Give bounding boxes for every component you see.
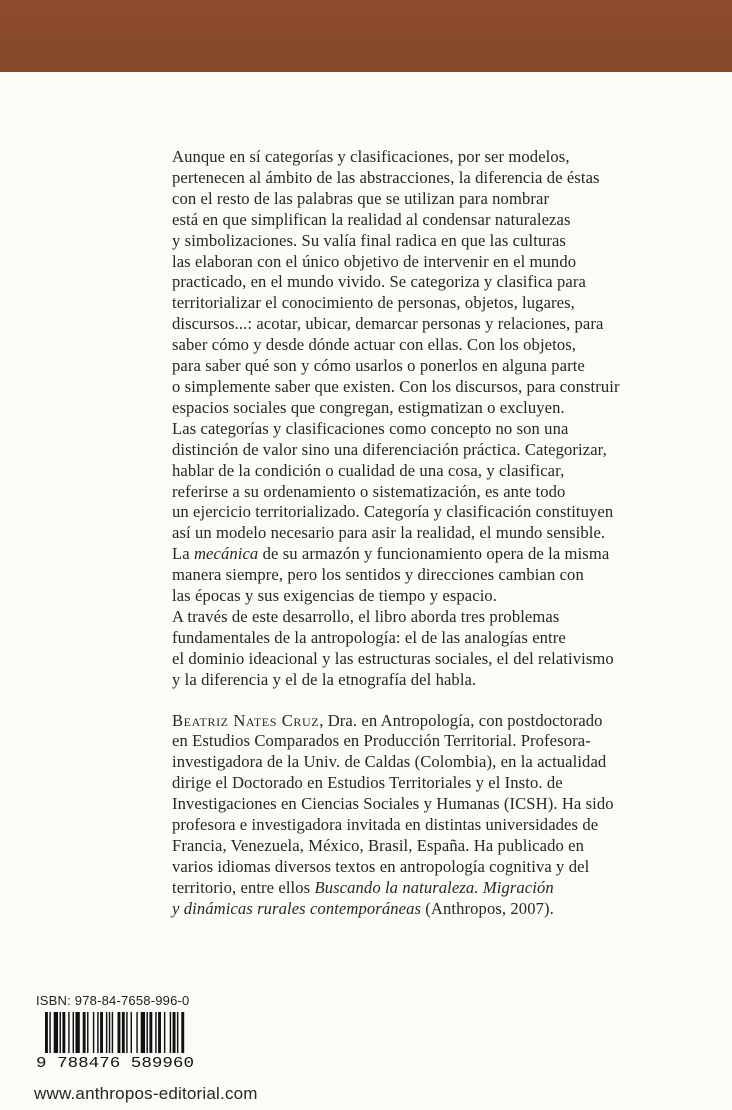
bio-line: profesora e investigadora invitada en distintas universidades de: [172, 815, 599, 835]
bio-line: [172, 899, 717, 920]
synopsis-line: fundamentales de la antropología: el de las analogías entre: [172, 627, 566, 647]
barcode-bar: [118, 1012, 121, 1053]
synopsis-line: Aunque en sí categorías y clasificaciones, por ser modelos,: [172, 147, 570, 166]
bio-line: en Estudios Comparados en Producción Territorial. Profesora-: [172, 731, 591, 751]
barcode-bar: [149, 1012, 152, 1053]
book-title-italic: Buscando la naturaleza. Migración: [314, 877, 554, 897]
barcode-bar: [45, 1012, 48, 1053]
barcode-bar: [73, 1012, 74, 1053]
synopsis-line: manera siempre, pero los sentidos y direcciones cambian con: [172, 565, 584, 585]
barcode-bar: [181, 1012, 184, 1053]
synopsis-line: el dominio ideacional y las estructuras sociales, el del relativismo: [172, 648, 614, 668]
synopsis-line: para saber qué son y cómo usarlos o ponerlos en alguna parte: [172, 356, 585, 376]
synopsis-line: las épocas y sus exigencias de tiempo y espacio.: [172, 586, 498, 606]
barcode-bar: [49, 1012, 50, 1053]
barcode-bar: [83, 1012, 86, 1053]
barcode-bar: [112, 1012, 113, 1053]
synopsis-line: hablar de la condición o cualidad de una cosa, y clasificar,: [172, 460, 565, 480]
bio-line: varios idiomas diversos textos en antropología cognitiva y del: [172, 856, 590, 876]
book-title-italic: y dinámicas rurales contemporáneas: [172, 898, 422, 918]
barcode-bar: [87, 1012, 88, 1053]
synopsis-line: las elaboran con el único objetivo de intervenir en el mundo: [172, 251, 577, 271]
back-cover-text: [172, 147, 717, 920]
synopsis-line: y la diferencia y el de la etnografía del habla.: [172, 669, 477, 689]
isbn-label: ISBN: 978-84-7658-996-0: [36, 993, 190, 1008]
bio-line: investigadora de la Univ. de Caldas (Colombia), en la actualidad: [172, 752, 607, 772]
synopsis-line: territorializar el conocimiento de personas, objetos, lugares,: [172, 293, 575, 313]
bio-line: [172, 711, 717, 732]
barcode-bar: [93, 1012, 94, 1053]
bio-line: Investigaciones en Ciencias Sociales y Humanas (ICSH). Ha sido: [172, 794, 614, 814]
publisher-website[interactable]: www.anthropos-editorial.com: [34, 1084, 258, 1103]
barcode-bar: [158, 1012, 161, 1053]
barcode-bar: [141, 1012, 145, 1053]
barcode-bar: [173, 1012, 176, 1053]
synopsis-line: con el resto de las palabras que se utilizan para nombrar: [172, 188, 550, 208]
synopsis-line: discursos...: acotar, ubicar, demarcar personas y relaciones, para: [172, 314, 604, 334]
barcode-bar: [97, 1012, 98, 1053]
bio-text: territorio, entre ellos: [172, 877, 315, 897]
barcode-bar: [155, 1012, 156, 1053]
synopsis-line: está en que simplifican la realidad al condensar naturalezas: [172, 209, 571, 229]
barcode-bar: [126, 1012, 127, 1053]
barcode-bar: [54, 1012, 58, 1053]
synopsis-text: de su armazón y funcionamiento opera de la misma: [258, 544, 610, 564]
barcode-digits: 9 788476 589960: [36, 1056, 194, 1068]
synopsis-text: La: [172, 544, 194, 564]
synopsis-line: saber cómo y desde dónde actuar con ellas. Con los objetos,: [172, 335, 577, 355]
bio-line: dirige el Doctorado en Estudios Territoriales y el Insto. de: [172, 773, 563, 793]
barcode-bars: [45, 1012, 184, 1053]
barcode-bar: [164, 1012, 165, 1053]
barcode-bar: [131, 1012, 132, 1053]
bio-line: [172, 878, 717, 899]
isbn-barcode: [36, 1012, 194, 1068]
author-name: Beatriz Nates Cruz: [172, 710, 320, 730]
barcode-bar: [75, 1012, 79, 1053]
barcode-bar: [170, 1012, 171, 1053]
barcode-bar: [68, 1012, 69, 1053]
bio-text: , Dra. en Antropología, con postdoctorado: [319, 710, 603, 730]
synopsis-line: A través de este desarrollo, el libro aborda tres problemas: [172, 606, 560, 626]
synopsis-line: distinción de valor sino una diferenciación práctica. Categorizar,: [172, 439, 607, 459]
synopsis-line: referirse a su ordenamiento o sistematización, es ante todo: [172, 481, 566, 501]
synopsis-line: [172, 544, 717, 565]
bio-line: Francia, Venezuela, México, Brasil, España. Ha publicado en: [172, 836, 584, 855]
synopsis-line: pertenecen al ámbito de las abstracciones, la diferencia de éstas: [172, 167, 600, 187]
synopsis-line: o simplemente saber que existen. Con los discursos, para construir: [172, 376, 620, 396]
synopsis-paragraph: [172, 147, 717, 691]
synopsis-line: y simbolizaciones. Su valía final radica en que las culturas: [172, 230, 566, 250]
barcode-bar: [177, 1012, 178, 1053]
bio-text: (Anthropos, 2007).: [421, 898, 554, 918]
barcode-bar: [122, 1012, 125, 1053]
barcode-bar: [109, 1012, 110, 1053]
synopsis-italic-term: mecánica: [193, 544, 259, 564]
barcode-bar: [62, 1012, 65, 1053]
barcode-bar: [106, 1012, 107, 1053]
synopsis-line: practicado, en el mundo vivido. Se categoriza y clasifica para: [172, 272, 586, 292]
synopsis-line: un ejercicio territorializado. Categoría y clasificación constituyen: [172, 502, 614, 522]
barcode-bar: [147, 1012, 148, 1053]
synopsis-line: Las categorías y clasificaciones como concepto no son una: [172, 418, 569, 438]
synopsis-line: así un modelo necesario para asir la realidad, el mundo sensible.: [172, 523, 606, 543]
cover-color-band: [0, 0, 732, 72]
barcode-bar: [136, 1012, 137, 1053]
synopsis-line: espacios sociales que congregan, estigmatizan o excluyen.: [172, 397, 565, 417]
barcode-bar: [60, 1012, 61, 1053]
barcode-bar: [100, 1012, 103, 1053]
author-bio-paragraph: [172, 711, 717, 920]
